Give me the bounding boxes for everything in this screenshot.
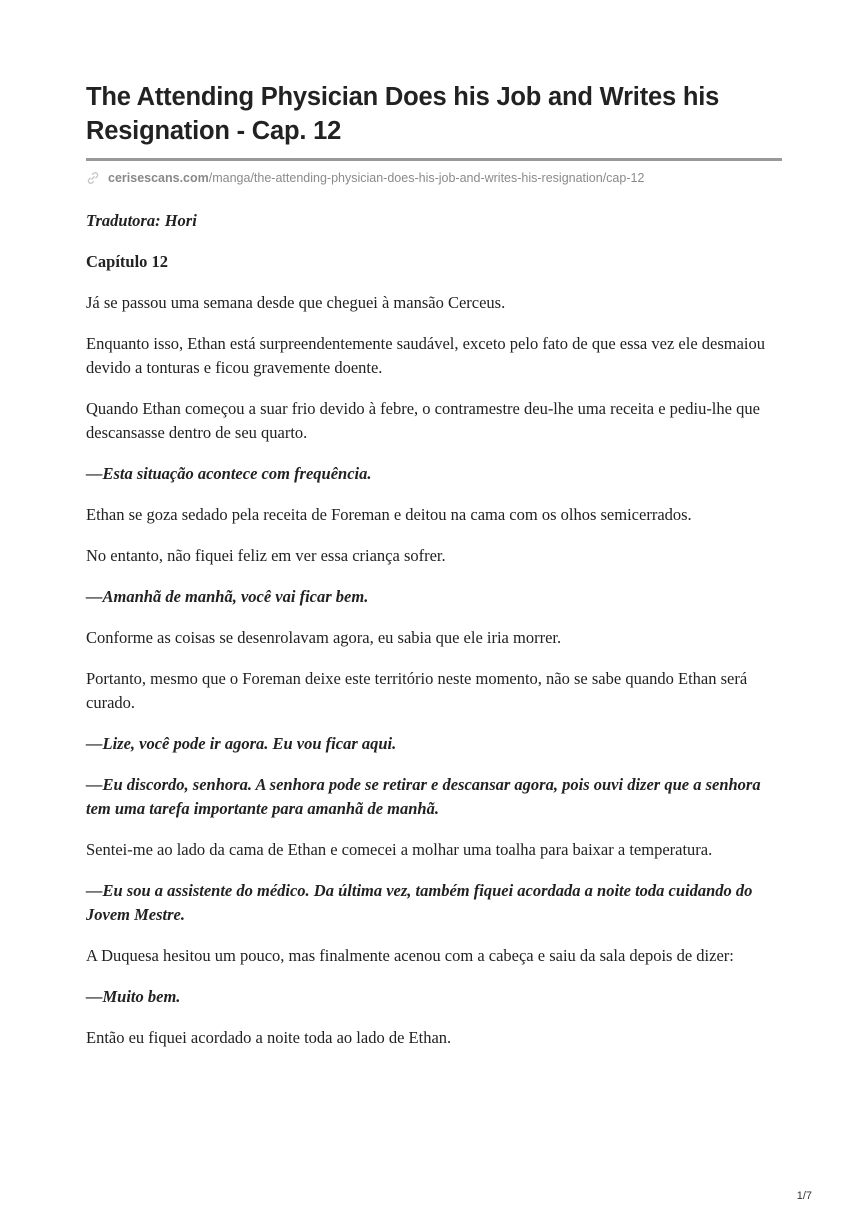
dialogue-line: —Eu sou a assistente do médico. Da última vez, também fiquei acordada a noite toda cuidando do Jovem Mestre. xyxy=(86,881,753,924)
page-number: 1/7 xyxy=(796,1190,812,1202)
source-domain[interactable]: cerisescans.com xyxy=(108,171,209,185)
paragraph: Ethan se goza sedado pela receita de Foreman e deitou na cama com os olhos semicerrados. xyxy=(86,505,692,524)
source-path[interactable]: /manga/the-attending-physician-does-his-job-and-writes-his-resignation/cap-12 xyxy=(208,171,645,185)
chapter-heading: Capítulo 12 xyxy=(86,252,169,271)
paragraph: Já se passou uma semana desde que cheguei à mansão Cerceus. xyxy=(86,293,506,312)
page-title: The Attending Physician Does his Job and Writes his Resignation - Cap. 12 xyxy=(86,83,720,145)
paragraph: No entanto, não fiquei feliz em ver essa criança sofrer. xyxy=(86,546,446,565)
dialogue-line: —Amanhã de manhã, você vai ficar bem. xyxy=(86,587,369,606)
paragraph: Quando Ethan começou a suar frio devido à febre, o contramestre deu-lhe uma receita e pediu-lhe que descansasse dentro de seu quarto. xyxy=(86,399,760,442)
source-url[interactable] xyxy=(86,169,782,187)
dialogue-line: —Eu discordo, senhora. A senhora pode se retirar e descansar agora, pois ouvi dizer que a senhora tem uma tarefa importante para amanhã de manhã. xyxy=(86,775,761,818)
paragraph: Então eu fiquei acordado a noite toda ao lado de Ethan. xyxy=(86,1028,452,1047)
paragraph: A Duquesa hesitou um pouco, mas finalmente acenou com a cabeça e saiu da sala depois de dizer: xyxy=(86,946,734,965)
document-page xyxy=(86,80,782,1067)
paragraph: Portanto, mesmo que o Foreman deixe este território neste momento, não se sabe quando Ethan será curado. xyxy=(86,669,748,712)
translator-credit: Tradutora: Hori xyxy=(86,211,197,230)
dialogue-line: —Lize, você pode ir agora. Eu vou ficar aqui. xyxy=(86,734,397,753)
link-icon xyxy=(86,171,100,185)
dialogue-line: —Esta situação acontece com frequência. xyxy=(86,464,372,483)
paragraph: Enquanto isso, Ethan está surpreendentemente saudável, exceto pelo fato de que essa vez ele desmaiou devido a tonturas e ficou gravemente doente. xyxy=(86,334,765,377)
dialogue-line: —Muito bem. xyxy=(86,987,181,1006)
title-divider xyxy=(86,158,782,161)
paragraph: Sentei-me ao lado da cama de Ethan e comecei a molhar uma toalha para baixar a temperatura. xyxy=(86,840,713,859)
article-body xyxy=(86,209,782,1050)
paragraph: Conforme as coisas se desenrolavam agora, eu sabia que ele iria morrer. xyxy=(86,628,562,647)
